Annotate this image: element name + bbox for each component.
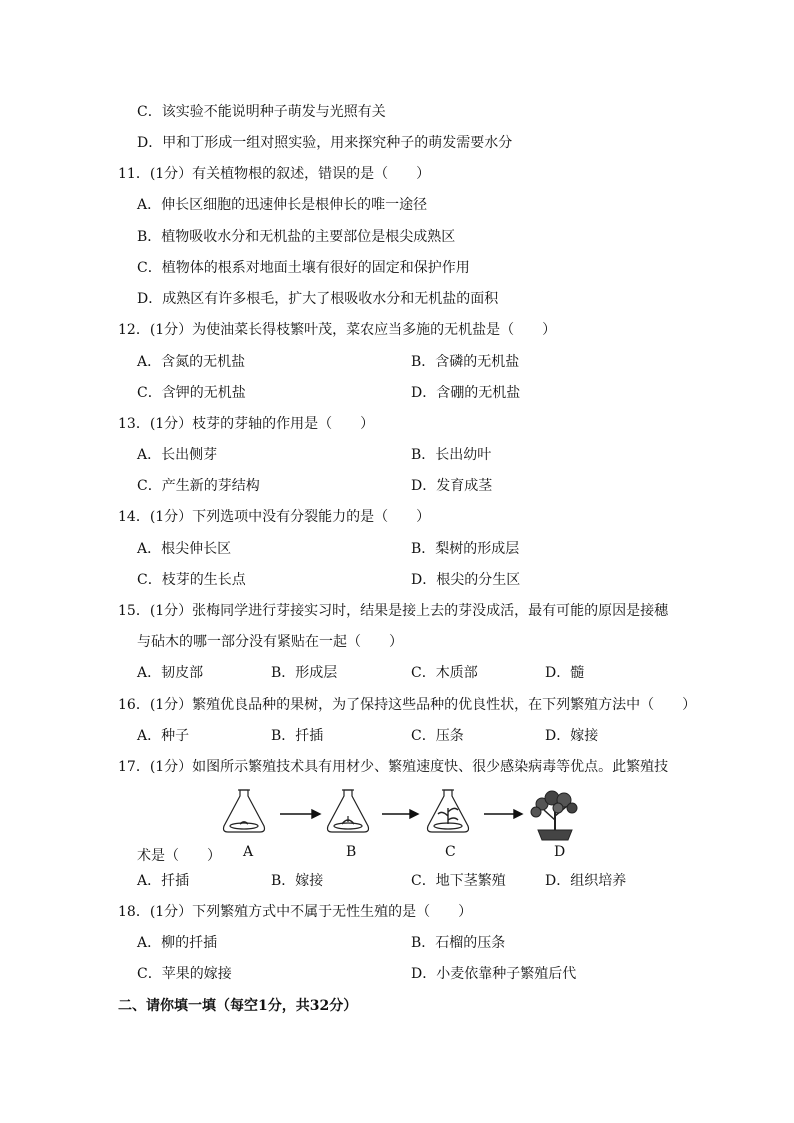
question-14: 14．(1分）下列选项中没有分裂能力的是（ ） xyxy=(118,509,431,525)
tissue-culture-figure xyxy=(220,786,590,862)
question-11: 11．(1分）有关植物根的叙述，错误的是（ ） xyxy=(118,166,431,182)
figure-label-c: C xyxy=(445,844,456,860)
q14-option-d: D．根尖的分生区 xyxy=(411,572,521,588)
question-17-continued: 术是（ ） xyxy=(137,848,221,864)
question-15: 15．(1分）张梅同学进行芽接实习时，结果是接上去的芽没成活，最有可能的原因是接穗 xyxy=(118,603,669,619)
q16-option-a: A．种子 xyxy=(137,728,190,744)
q17-option-a: A．扦插 xyxy=(137,873,190,889)
q12-option-a: A．含氮的无机盐 xyxy=(137,354,246,370)
q10-option-c: C．该实验不能说明种子萌发与光照有关 xyxy=(137,104,386,120)
question-12: 12．(1分）为使油菜长得枝繁叶茂，菜农应当多施的无机盐是（ ） xyxy=(118,322,557,338)
q18-option-a: A．柳的扦插 xyxy=(137,935,218,951)
q13-option-a: A．长出侧芽 xyxy=(137,447,218,463)
q14-option-a: A．根尖伸长区 xyxy=(137,541,232,557)
question-16: 16．(1分）繁殖优良品种的果树，为了保持这些品种的优良性状，在下列繁殖方法中（ ） xyxy=(118,697,697,713)
q17-option-b: B．嫁接 xyxy=(271,873,324,889)
section-2-heading: 二、请你填一填（每空1分，共32分） xyxy=(118,998,358,1014)
flask-c-icon xyxy=(428,790,469,832)
q16-option-b: B．扦插 xyxy=(271,728,324,744)
q11-option-a: A．伸长区细胞的迅速伸长是根伸长的唯一途径 xyxy=(137,197,428,213)
question-15-continued: 与砧木的哪一部分没有紧贴在一起（ ） xyxy=(137,634,403,650)
question-13: 13．(1分）枝芽的芽轴的作用是（ ） xyxy=(118,416,375,432)
q10-option-d: D．甲和丁形成一组对照实验，用来探究种子的萌发需要水分 xyxy=(137,135,513,151)
arrow-icon xyxy=(484,810,522,818)
q15-option-b: B．形成层 xyxy=(271,665,338,681)
flask-b-icon xyxy=(328,790,369,832)
q17-option-d: D．组织培养 xyxy=(545,873,627,889)
q18-option-b: B．石榴的压条 xyxy=(411,935,506,951)
figure-label-b: B xyxy=(346,844,357,860)
q13-option-d: D．发育成茎 xyxy=(411,478,493,494)
q13-option-c: C．产生新的芽结构 xyxy=(137,478,260,494)
q16-option-c: C．压条 xyxy=(411,728,464,744)
q12-option-b: B．含磷的无机盐 xyxy=(411,354,520,370)
q14-option-c: C．枝芽的生长点 xyxy=(137,572,246,588)
q16-option-d: D．嫁接 xyxy=(545,728,599,744)
arrow-icon xyxy=(382,810,418,818)
q11-option-d: D．成熟区有许多根毛，扩大了根吸收水分和无机盐的面积 xyxy=(137,291,499,307)
q11-option-c: C．植物体的根系对地面土壤有很好的固定和保护作用 xyxy=(137,260,470,276)
question-17: 17．(1分）如图所示繁殖技术具有用材少、繁殖速度快、很少感染病毒等优点。此繁殖技 xyxy=(118,759,669,775)
question-18: 18．(1分）下列繁殖方式中不属于无性生殖的是（ ） xyxy=(118,904,473,920)
q13-option-b: B．长出幼叶 xyxy=(411,447,492,463)
potted-plant-icon xyxy=(531,791,577,840)
q15-option-c: C．木质部 xyxy=(411,665,478,681)
arrow-icon xyxy=(280,810,320,818)
flask-a-icon xyxy=(224,790,265,832)
q15-option-d: D．髓 xyxy=(545,665,585,681)
q12-option-d: D．含硼的无机盐 xyxy=(411,385,521,401)
q18-option-d: D．小麦依靠种子繁殖后代 xyxy=(411,966,577,982)
q17-option-c: C．地下茎繁殖 xyxy=(411,873,506,889)
q18-option-c: C．苹果的嫁接 xyxy=(137,966,232,982)
q14-option-b: B．梨树的形成层 xyxy=(411,541,520,557)
figure-label-d: D xyxy=(554,844,566,860)
q15-option-a: A．韧皮部 xyxy=(137,665,204,681)
q11-option-b: B．植物吸收水分和无机盐的主要部位是根尖成熟区 xyxy=(137,229,456,245)
tissue-culture-diagram xyxy=(220,786,590,862)
figure-label-a: A xyxy=(243,844,254,860)
q12-option-c: C．含钾的无机盐 xyxy=(137,385,246,401)
